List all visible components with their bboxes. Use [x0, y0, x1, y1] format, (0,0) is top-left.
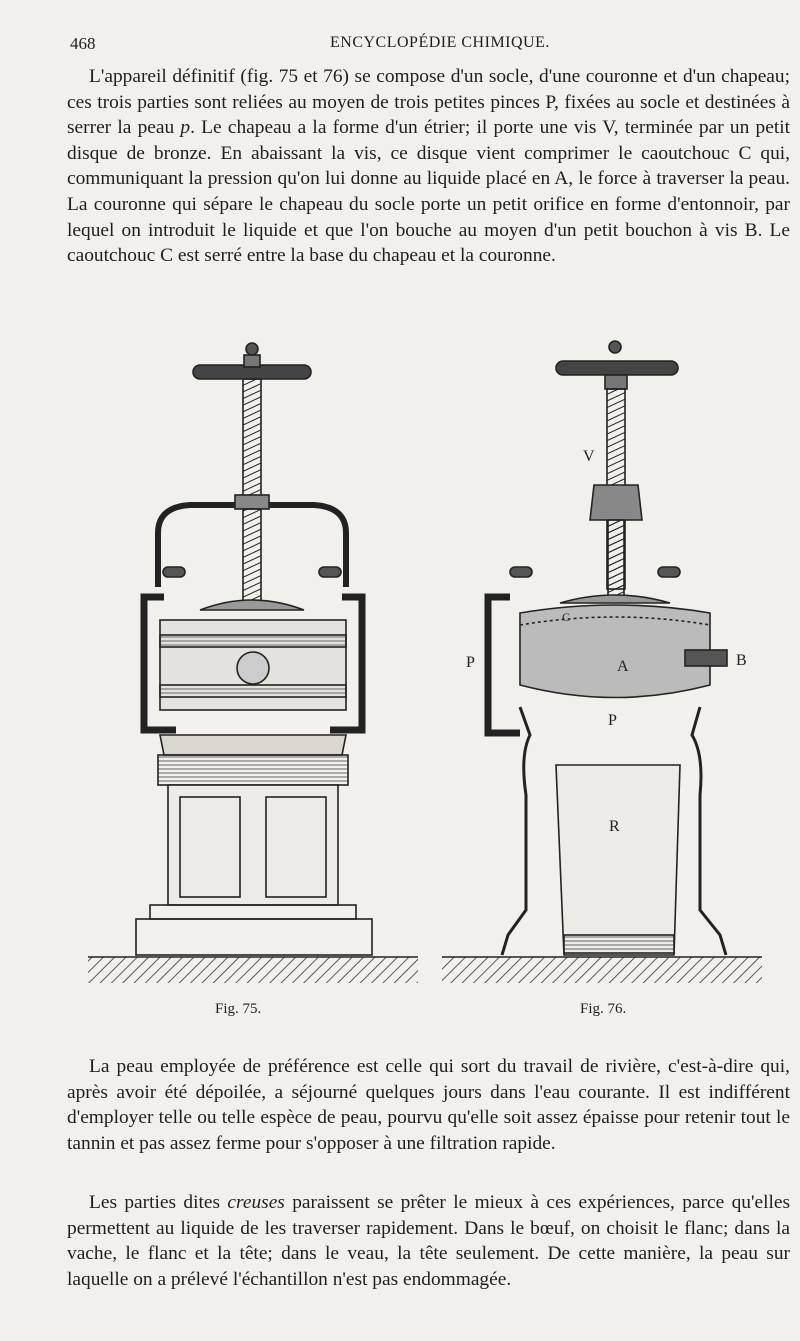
fig76-drawing	[442, 341, 762, 983]
label-p-skin: P	[608, 712, 617, 729]
p3-italic-creuses: creuses	[227, 1192, 285, 1213]
paragraph-apparatus-description	[67, 64, 790, 269]
label-B: B	[736, 652, 747, 669]
p1-text-a: L'appareil définitif (fig. 75 et 76) se compose d'un socle, d'une couronne et d'un chapeau; ces trois parties sont reliées au moyen de trois petites pinces P, fixées au socle et destinées à serrer la peau	[67, 66, 790, 139]
fig76-caption: Fig. 76.	[580, 1001, 627, 1017]
label-V: V	[583, 448, 595, 465]
running-title: ENCYCLOPÉDIE CHIMIQUE.	[330, 34, 550, 51]
p1-text-b: . Le chapeau a la forme d'un étrier; il porte une vis V, terminée par un petit disque de bronze. En abaissant la vis, ce disque vient comprimer le caoutchouc C qui, communiquant la pression qu'on lui donne au liquide placé en A, le force à traverser la peau. La couronne qui sépare le chapeau du socle porte un petit orifice en forme d'entonnoir, par lequel on introduit le liquide et que l'on bouche au moyen d'un petit bouchon à vis B. Le caoutchouc C est serré entre la base du chapeau et la couronne.	[67, 117, 790, 267]
label-R: R	[609, 818, 620, 835]
p1-italic-p: p	[180, 117, 191, 139]
paragraph-skin-choice: La peau employée de préférence est celle qui sort du travail de rivière, c'est-à-dire qui, après avoir été dépoilée, a séjourné quelques jours dans l'eau courante. Il est indifférent d'employer telle ou telle espèce de peau, pourvu qu'elle soit assez épaisse pour retenir tout le tannin et pas assez ferme pour s'opposer à une filtration rapide.	[67, 1056, 790, 1154]
figures-block	[80, 335, 770, 1025]
fig75-caption: Fig. 75.	[215, 1001, 262, 1017]
label-A: A	[617, 658, 629, 675]
p3-text-a: Les parties dites	[89, 1192, 228, 1213]
label-P-clamp: P	[466, 654, 475, 671]
fig75-drawing	[88, 343, 418, 983]
page-header	[70, 34, 780, 58]
apparatus-illustration	[80, 335, 770, 1025]
p3-text-b: paraissent se prêter le mieux à ces expériences, parce qu'elles permettent au liquide de les traverser rapidement. Dans le bœuf, on choisit le flanc; dans la vache, le flanc et la tête; dans le veau, la tête seulement. De cette manière, la peau sur laquelle on a prélevé l'échantillon n'est pas endommagée.	[67, 1192, 790, 1290]
paragraph-hollow-parts	[67, 1190, 790, 1292]
label-C: C	[562, 610, 571, 624]
page-number: 468	[70, 34, 96, 53]
